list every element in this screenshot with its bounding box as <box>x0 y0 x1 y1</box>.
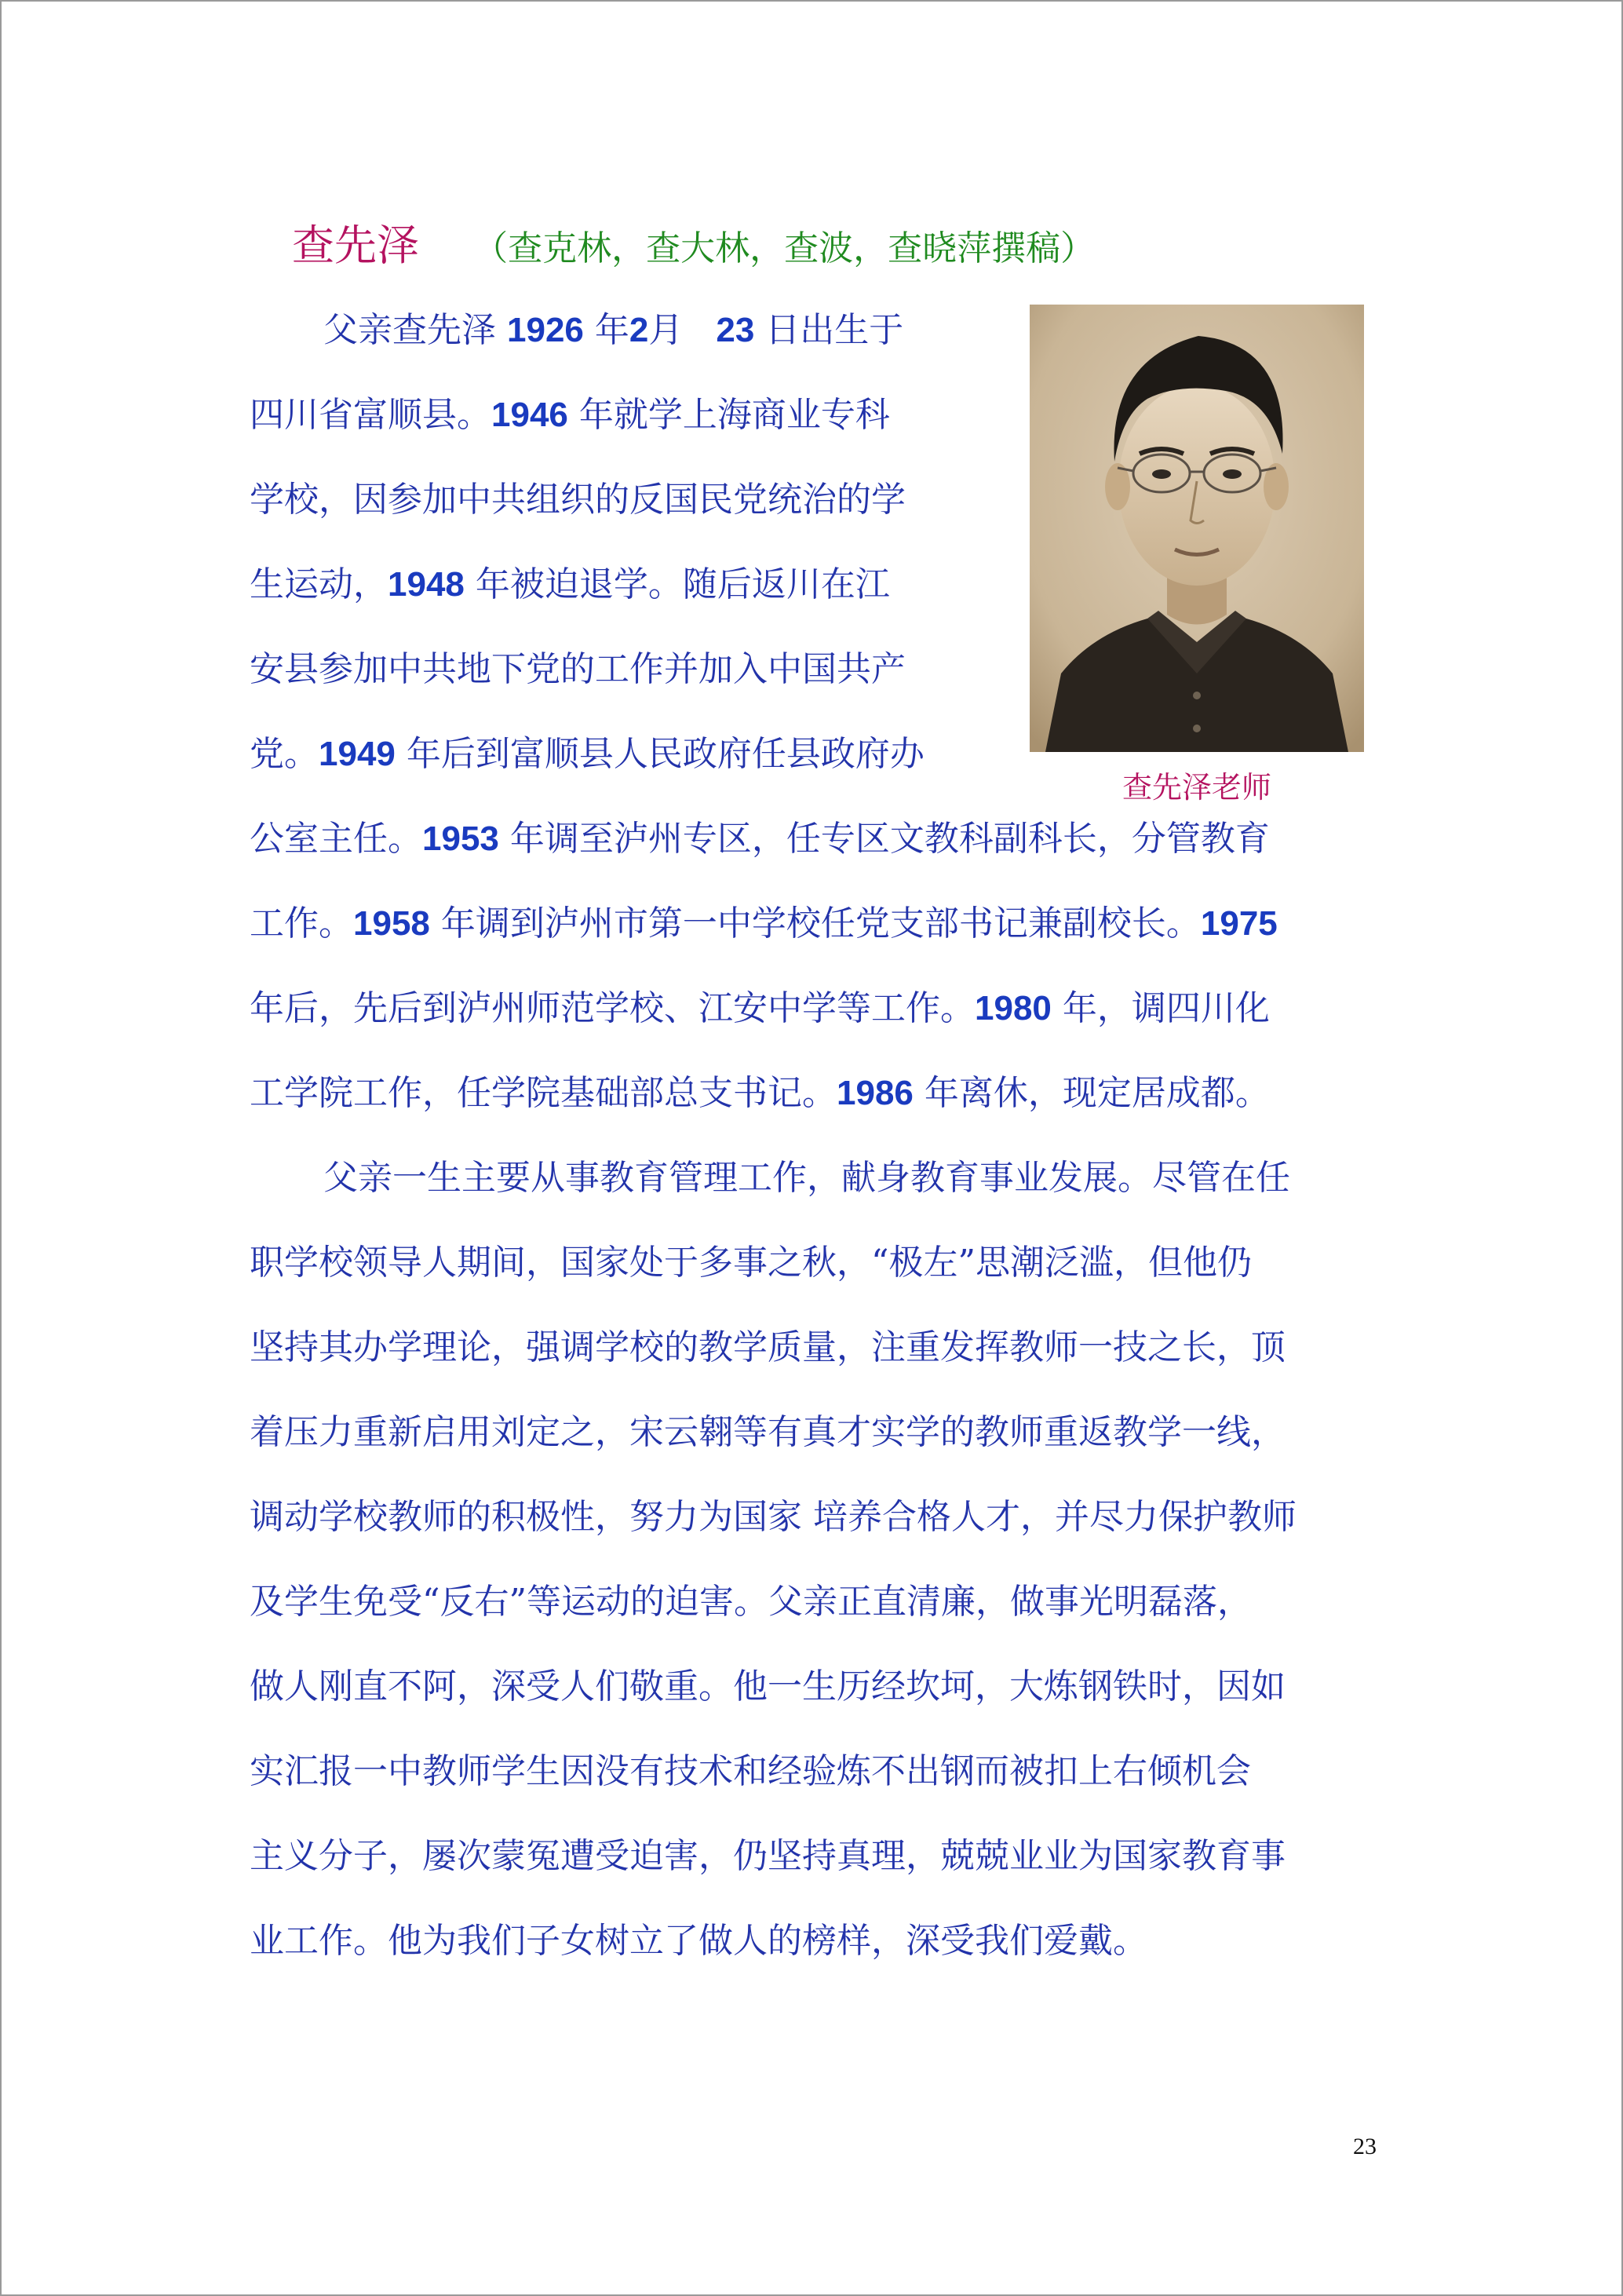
photo-caption: 查先泽老师 <box>1122 770 1271 805</box>
paragraph-2-line-4: 着压力重新启用刘定之，宋云翱等有真才实学的教师重返教学一线， <box>250 1412 1286 1452</box>
article-heading <box>292 212 1095 272</box>
article-title: 查先泽 <box>292 221 419 270</box>
paragraph-2-line-7: 做人刚直不阿，深受人们敬重。他一生历经坎坷，大炼钢铁时，因如 <box>250 1666 1286 1706</box>
paragraph-2-line-8: 实汇报一中教师学生因没有技术和经验炼不出钢而被扣上右倾机会 <box>250 1751 1251 1791</box>
paragraph-1-line-10: 工学院工作，任学院基础部总支书记。1986 年离休，现定居成都。 <box>250 1073 1270 1113</box>
paragraph-1-line-2: 四川省富顺县。1946 年就学上海商业专科 <box>250 395 890 435</box>
paragraph-2-line-6: 及学生免受“反右”等运动的迫害。父亲正直清廉，做事光明磊落， <box>250 1582 1252 1622</box>
paragraph-1-line-4: 生运动，1948 年被迫退学。随后返川在江 <box>250 564 890 604</box>
paragraph-2-line-10: 业工作。他为我们子女树立了做人的榜样，深受我们爱戴。 <box>250 1921 1147 1961</box>
paragraph-2-line-2: 职学校领导人期间，国家处于多事之秋，“极左”思潮泛滥，但他仍 <box>250 1243 1252 1283</box>
paragraph-1-line-5: 安县参加中共地下党的工作并加入中国共产 <box>250 649 906 689</box>
paragraph-1-line-6: 党。1949 年后到富顺县人民政府任县政府办 <box>250 734 925 774</box>
article-byline: （查克林，查大林，查波，查晓萍撰稿） <box>473 228 1096 268</box>
paragraph-1-line-8: 工作。1958 年调到泸州市第一中学校任党支部书记兼副校长。1975 <box>250 903 1278 944</box>
portrait-photo <box>1030 305 1364 752</box>
paragraph-1-line-9: 年后，先后到泸州师范学校、江安中学等工作。1980 年，调四川化 <box>250 988 1270 1028</box>
portrait-figure <box>1030 305 1364 806</box>
page-number: 23 <box>1353 2134 1377 2159</box>
paragraph-2-line-9: 主义分子，屡次蒙冤遭受迫害，仍坚持真理，兢兢业业为国家教育事 <box>250 1836 1286 1876</box>
paragraph-2-line-3: 坚持其办学理论，强调学校的教学质量，注重发挥教师一技之长，顶 <box>250 1327 1286 1367</box>
paragraph-2-line-1: 父亲一生主要从事教育管理工作，献身教育事业发展。尽管在任 <box>323 1158 1290 1198</box>
paragraph-2-line-5: 调动学校教师的积极性，努力为国家 培养合格人才，并尽力保护教师 <box>250 1497 1297 1537</box>
paragraph-1-line-1: 父亲查先泽 1926 年2月 23 日出生于 <box>323 310 904 350</box>
paragraph-1-line-7: 公室主任。1953 年调至泸州专区，任专区文教科副科长，分管教育 <box>250 819 1270 859</box>
paragraph-1-line-3: 学校，因参加中共组织的反国民党统治的学 <box>250 480 906 520</box>
